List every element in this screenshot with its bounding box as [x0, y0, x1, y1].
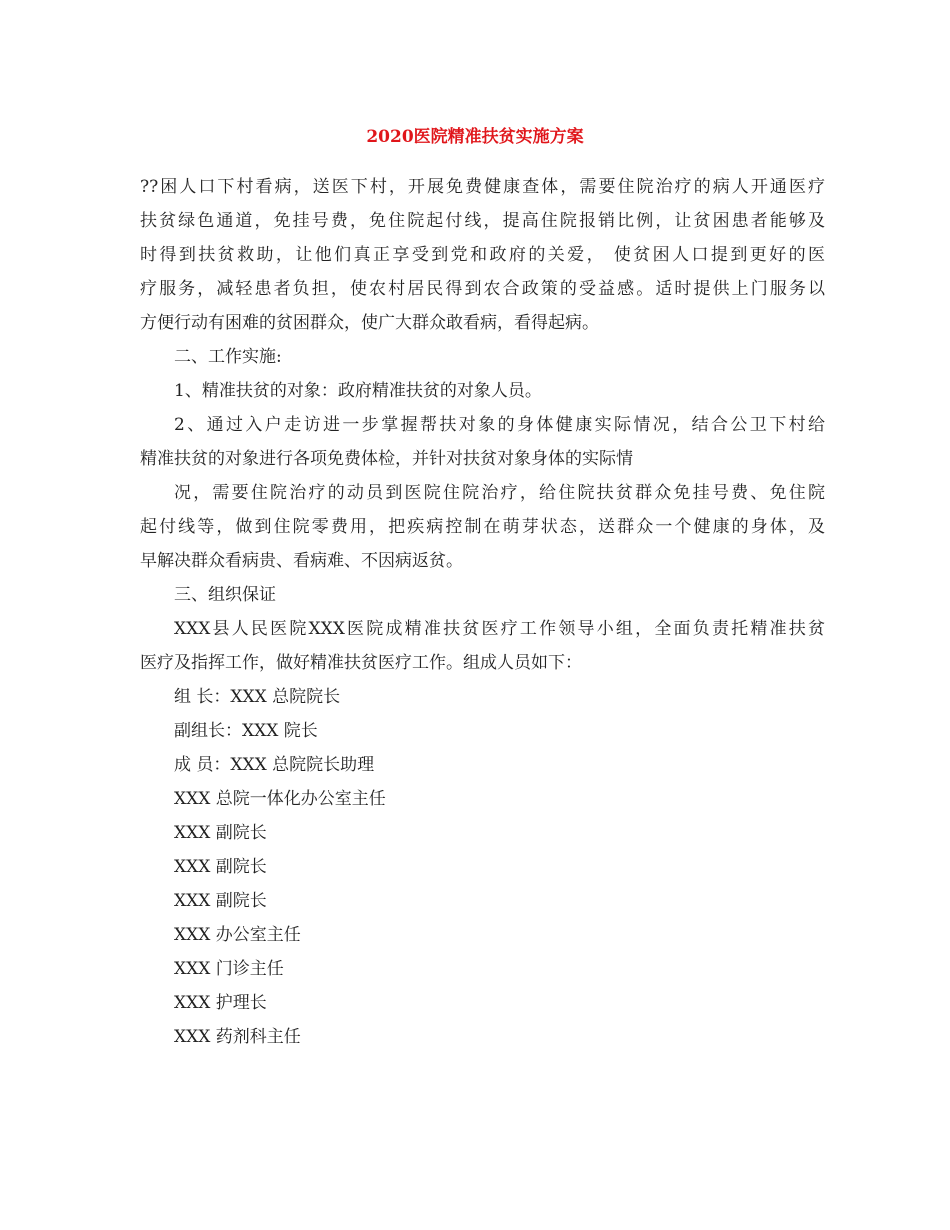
- member-line: XXX 药剂科主任: [174, 1027, 301, 1047]
- member-line: XXX 副院长: [174, 891, 267, 911]
- member-line: XXX 副院长: [174, 823, 267, 843]
- paragraph-line: 医疗及指挥工作，做好精准扶贫医疗工作。组成人员如下：: [140, 653, 582, 673]
- paragraph-line: 方便行动有困难的贫困群众，使广大群众敢看病，看得起病。: [140, 313, 599, 333]
- member-line: XXX 总院一体化办公室主任: [174, 789, 386, 809]
- section-heading: 三、组织保证: [174, 585, 276, 605]
- paragraph-line: 早解决群众看病贵、看病难、不因病返贫。: [140, 551, 463, 571]
- member-line: XXX 护理长: [174, 993, 267, 1013]
- paragraph-line: 况，需要住院治疗的动员到医院住院治疗，给住院扶贫群众免挂号费、免住院: [174, 483, 825, 503]
- member-line: XXX 办公室主任: [174, 925, 301, 945]
- paragraph-line: 1、精准扶贫的对象：政府精准扶贫的对象人员。: [174, 381, 542, 401]
- member-line: 成 员：XXX 总院院长助理: [174, 755, 375, 775]
- paragraph-line: 时得到扶贫救助，让他们真正享受到党和政府的关爱， 使贫困人口提到更好的医: [140, 245, 825, 265]
- member-line: 组 长：XXX 总院院长: [174, 687, 341, 707]
- member-line: XXX 副院长: [174, 857, 267, 877]
- section-heading: 二、工作实施:: [174, 347, 282, 367]
- paragraph-line: XXX县人民医院XXX医院成精准扶贫医疗工作领导小组，全面负责托精准扶贫: [174, 619, 825, 639]
- paragraph-line: 起付线等，做到住院零费用，把疾病控制在萌芽状态，送群众一个健康的身体，及: [140, 517, 825, 537]
- paragraph-line: 扶贫绿色通道，免挂号费，免住院起付线，提高住院报销比例，让贫困患者能够及: [140, 211, 825, 231]
- member-line: 副组长：XXX 院长: [174, 721, 318, 741]
- document-title: 2020医院精准扶贫实施方案: [366, 127, 584, 147]
- paragraph-line: 疗服务，减轻患者负担，使农村居民得到农合政策的受益感。适时提供上门服务以: [140, 279, 825, 299]
- paragraph-line: 2、通过入户走访进一步掌握帮扶对象的身体健康实际情况，结合公卫下村给: [174, 415, 825, 435]
- paragraph-line: ??困人口下村看病，送医下村，开展免费健康查体，需要住院治疗的病人开通医疗: [140, 177, 825, 197]
- member-line: XXX 门诊主任: [174, 959, 284, 979]
- paragraph-line: 精准扶贫的对象进行各项免费体检，并针对扶贫对象身体的实际情: [140, 449, 633, 469]
